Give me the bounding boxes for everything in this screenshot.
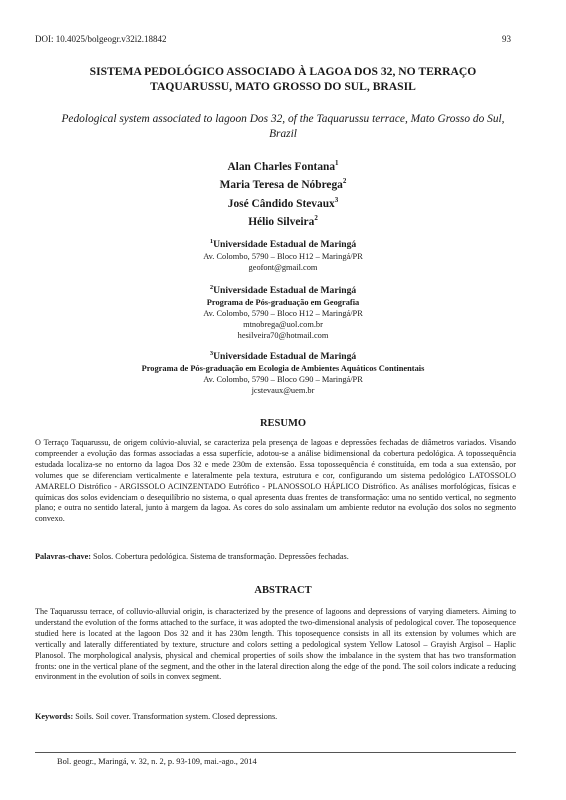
abstract-text: The Taquarussu terrace, of colluvio-alluvial origin, is characterized by the presence of lagoons and depressions of varying diameters. Aiming to understand the evolution of the forms attached to the surface, it was adopted the two-dimensional analysis of pedological cover. The toposequence studied here is located at the lagoon Dos 32 and it has 230m length. This toposequence consists in all its extension by volumes which are vertically and laterally differentiated by texture, structure and colors setting a pedological system Yellow Latosol – Grayish Argisol – Haplic Planosol. The morphological analysis, physical and chemical properties of soils show the imbalance in the system that has two transformation fronts: one in the vertical plane of the segment, and the other in the lateral direction along the edge of the pond. The soil colors indicate a reducing environment in the evolution of soils in convex segment.	[35, 607, 516, 682]
program-name: Programa de Pós-graduação em Ecologia de Ambientes Aquáticos Continentais	[141, 364, 425, 374]
article-title-english: Pedological system associated to lagoon Dos 32, of the Taquarussu terrace, Mato Grosso do Sul, Brazil	[61, 113, 505, 140]
institution-name: Universidade Estadual de Maringá	[213, 285, 357, 297]
address: Av. Colombo, 5790 – Bloco H12 – Maringá/PR	[203, 252, 363, 262]
email: mtnobrega@uol.com.br	[243, 320, 323, 330]
footer-rule	[35, 752, 516, 753]
address: Av. Colombo, 5790 – Bloco G90 – Maringá/PR	[203, 375, 363, 385]
author-list	[0, 156, 566, 229]
article-title: SISTEMA PEDOLÓGICO ASSOCIADO À LAGOA DOS 32, NO TERRAÇO TAQUARUSSU, MATO GROSSO DO SUL, BRASIL	[89, 65, 477, 93]
page-number: 93	[502, 34, 511, 44]
author: Maria Teresa de Nóbrega$^2$	[219, 177, 347, 192]
affiliation-1: $^1$Universidade Estadual de Maringá Av. Colombo, 5790 – Bloco H12 – Maringá/PR geofont@gmail.com	[0, 236, 566, 273]
resumo-heading: RESUMO	[259, 418, 307, 429]
address: Av. Colombo, 5790 – Bloco H12 – Maringá/PR	[203, 309, 363, 319]
email: hesilveira70@hotmail.com	[237, 331, 329, 341]
journal-footer: Bol. geogr., Maringá, v. 32, n. 2, p. 93-109, mai.-ago., 2014	[57, 757, 257, 766]
email: geofont@gmail.com	[248, 263, 318, 273]
palavras-chave: Palavras-chave: Solos. Cobertura pedológica. Sistema de transformação. Depressões fechadas.	[35, 552, 349, 561]
author: José Cândido Stevaux$^3$	[227, 195, 339, 210]
affiliation-3: $^3$Universidade Estadual de Maringá Programa de Pós-graduação em Ecologia de Ambientes Aquáticos Continentais Av. Colombo, 5790 – Bloco G90 – Maringá/PR jcstevaux@uem.br	[0, 348, 566, 396]
email: jcstevaux@uem.br	[251, 386, 315, 396]
institution-name: Universidade Estadual de Maringá	[213, 239, 357, 251]
program-name: Programa de Pós-graduação em Geografia	[206, 298, 360, 308]
author: Hélio Silveira$^2$	[248, 213, 318, 228]
author: Alan Charles Fontana$^1$	[227, 159, 339, 173]
keywords: Keywords: Soils. Soil cover. Transformation system. Closed depressions.	[35, 712, 278, 721]
affiliation-2: $^2$Universidade Estadual de Maringá Programa de Pós-graduação em Geografia Av. Colombo, 5790 – Bloco H12 – Maringá/PR mtnobrega@uol.com.br hesilveira70@hotmail.com	[0, 282, 566, 341]
institution-name: Universidade Estadual de Maringá	[213, 351, 357, 363]
abstract-heading: ABSTRACT	[254, 585, 312, 596]
resumo-text: O Terraço Taquarussu, de origem colúvio-aluvial, se caracteriza pela presença de lagoas e depressões fechadas de diâmetros variados. Visando compreender a evolução das formas associadas a essa superfície, adotou-se a análise bidimensional da cobertura pedológica. A topossequência estudada localiza-se no entorno da lagoa Dos 32 e mede 230m de extensão. Essa topossequência é constituída, em toda a sua extensão, por volumes que se diferenciam verticalmente e lateralmente pela textura, estrutura e cor, configurando um sistema pedológico LATOSSOLO AMARELO Distrófico - ARGISSOLO ACINZENTADO Eutrófico - PLANOSSOLO HÁPLICO Distrófico. As análises morfológicas, físicas e químicas dos solos evidenciam o desequilíbrio no sistema, o qual apresenta duas frentes de transformação: uma no sentido vertical, no segmento plano; e outra no sentido lateral, junto à margem da lagoa. As cores do solo assinalam um ambiente redutor na evolução dos solos no segmento convexo.	[35, 438, 516, 524]
doi-header: DOI: 10.4025/bolgeogr.v32i2.18842	[35, 34, 167, 44]
